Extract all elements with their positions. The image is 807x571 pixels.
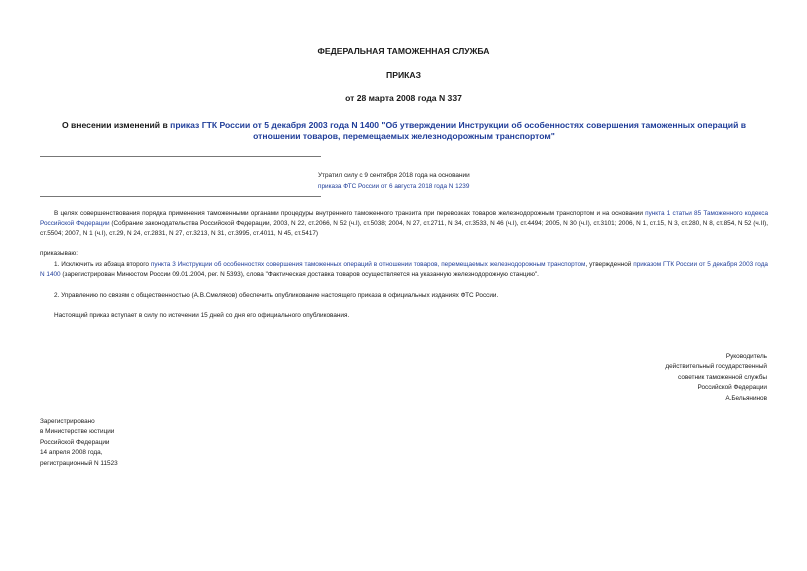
signature-line: советник таможенной службы <box>678 373 767 381</box>
signature-line: Руководитель <box>725 353 767 360</box>
separator-bottom <box>40 196 321 197</box>
agency-heading: ФЕДЕРАЛЬНАЯ ТАМОЖЕННАЯ СЛУЖБА <box>317 46 490 56</box>
clause-1-tail: (зарегистрирован Минюстом России 09.01.2004, рег. N 5393), слова "Фактическая доставка товаров осуществляется на указанную железнодорожную станцию". <box>60 271 539 278</box>
signature-block <box>665 352 767 404</box>
document-title <box>40 120 768 142</box>
separator-top <box>40 156 321 157</box>
preamble-paragraph <box>40 209 768 239</box>
title-prefix: О внесении изменений в <box>61 120 171 130</box>
registration-line: регистрационный N 11523 <box>40 459 118 467</box>
preamble-text: В целях совершенствования порядка применения таможенными органами процедуры внутреннего таможенного транзита при перевозках товаров железнодорожным транспортом и на основании <box>54 210 646 217</box>
signature-name: А.Бельянинов <box>725 394 767 402</box>
registration-line: Зарегистрировано <box>40 418 95 425</box>
date-number-heading: от 28 марта 2008 года N 337 <box>345 93 462 103</box>
effective-date-clause: Настоящий приказ вступает в силу по истечении 15 дней со дня его официального опубликования. <box>54 312 350 319</box>
clause-1 <box>40 260 768 280</box>
doc-type-heading: ПРИКАЗ <box>386 70 421 80</box>
lost-force-note <box>318 170 470 192</box>
order-word: приказываю: <box>40 250 78 257</box>
title-order-link[interactable]: приказ ГТК России от 5 декабря 2003 года N 1400 "Об утверждении Инструкции об особенностях совершения таможенных операций в отношении товаров, перемещаемых железнодорожным транспортом" <box>170 120 747 141</box>
registration-line: в Министерстве юстиции <box>40 428 115 436</box>
customs-code-link[interactable]: пункта 1 статьи 85 Таможенного кодекса Российской Федерации <box>40 210 768 227</box>
gtk-order-link[interactable]: приказом ГТК России от 5 декабря 2003 года N 1400 <box>40 261 768 278</box>
registration-line: 14 апреля 2008 года, <box>40 449 103 457</box>
signature-line: Российской Федерации <box>697 384 767 392</box>
registration-block <box>40 417 118 469</box>
clause-1-mid: , утвержденной <box>585 261 634 268</box>
clause-1-text: 1. Исключить из абзаца второго <box>54 261 151 268</box>
preamble-tail: (Собрание законодательства Российской Федерации, 2003, N 22, ст.2066, N 52 (ч.I), ст.5038; 2004, N 27, ст.2711, N 34, ст.3533, N 46 (ч.I), ст.4494; 2005, N 30 (ч.I), ст.3101; 2006, N 1, ст.15, N 3, ст.280, N 8, ст.854, N 52 (ч.II), ст.5504; 2007, N 1 (ч.I), ст.29, N 24, ст.2831, N 27, ст.3213, N 31, ст.3995, ст.4011, N 45, ст.5417) <box>40 220 768 237</box>
lost-force-text: Утратил силу с 9 сентября 2018 года на основании <box>318 172 470 179</box>
signature-line: действительный государственный <box>665 363 767 371</box>
instruction-link[interactable]: пункта 3 Инструкции об особенностях совершения таможенных операций в отношении товаров, перемещаемых железнодорожным транспортом <box>150 261 586 268</box>
lost-force-link[interactable]: приказа ФТС России от 6 августа 2018 года N 1239 <box>318 183 470 190</box>
registration-line: Российской Федерации <box>40 438 110 446</box>
clause-2: 2. Управлению по связям с общественностью (А.В.Смеляков) обеспечить опубликование настоящего приказа в официальных изданиях ФТС России. <box>54 292 499 299</box>
